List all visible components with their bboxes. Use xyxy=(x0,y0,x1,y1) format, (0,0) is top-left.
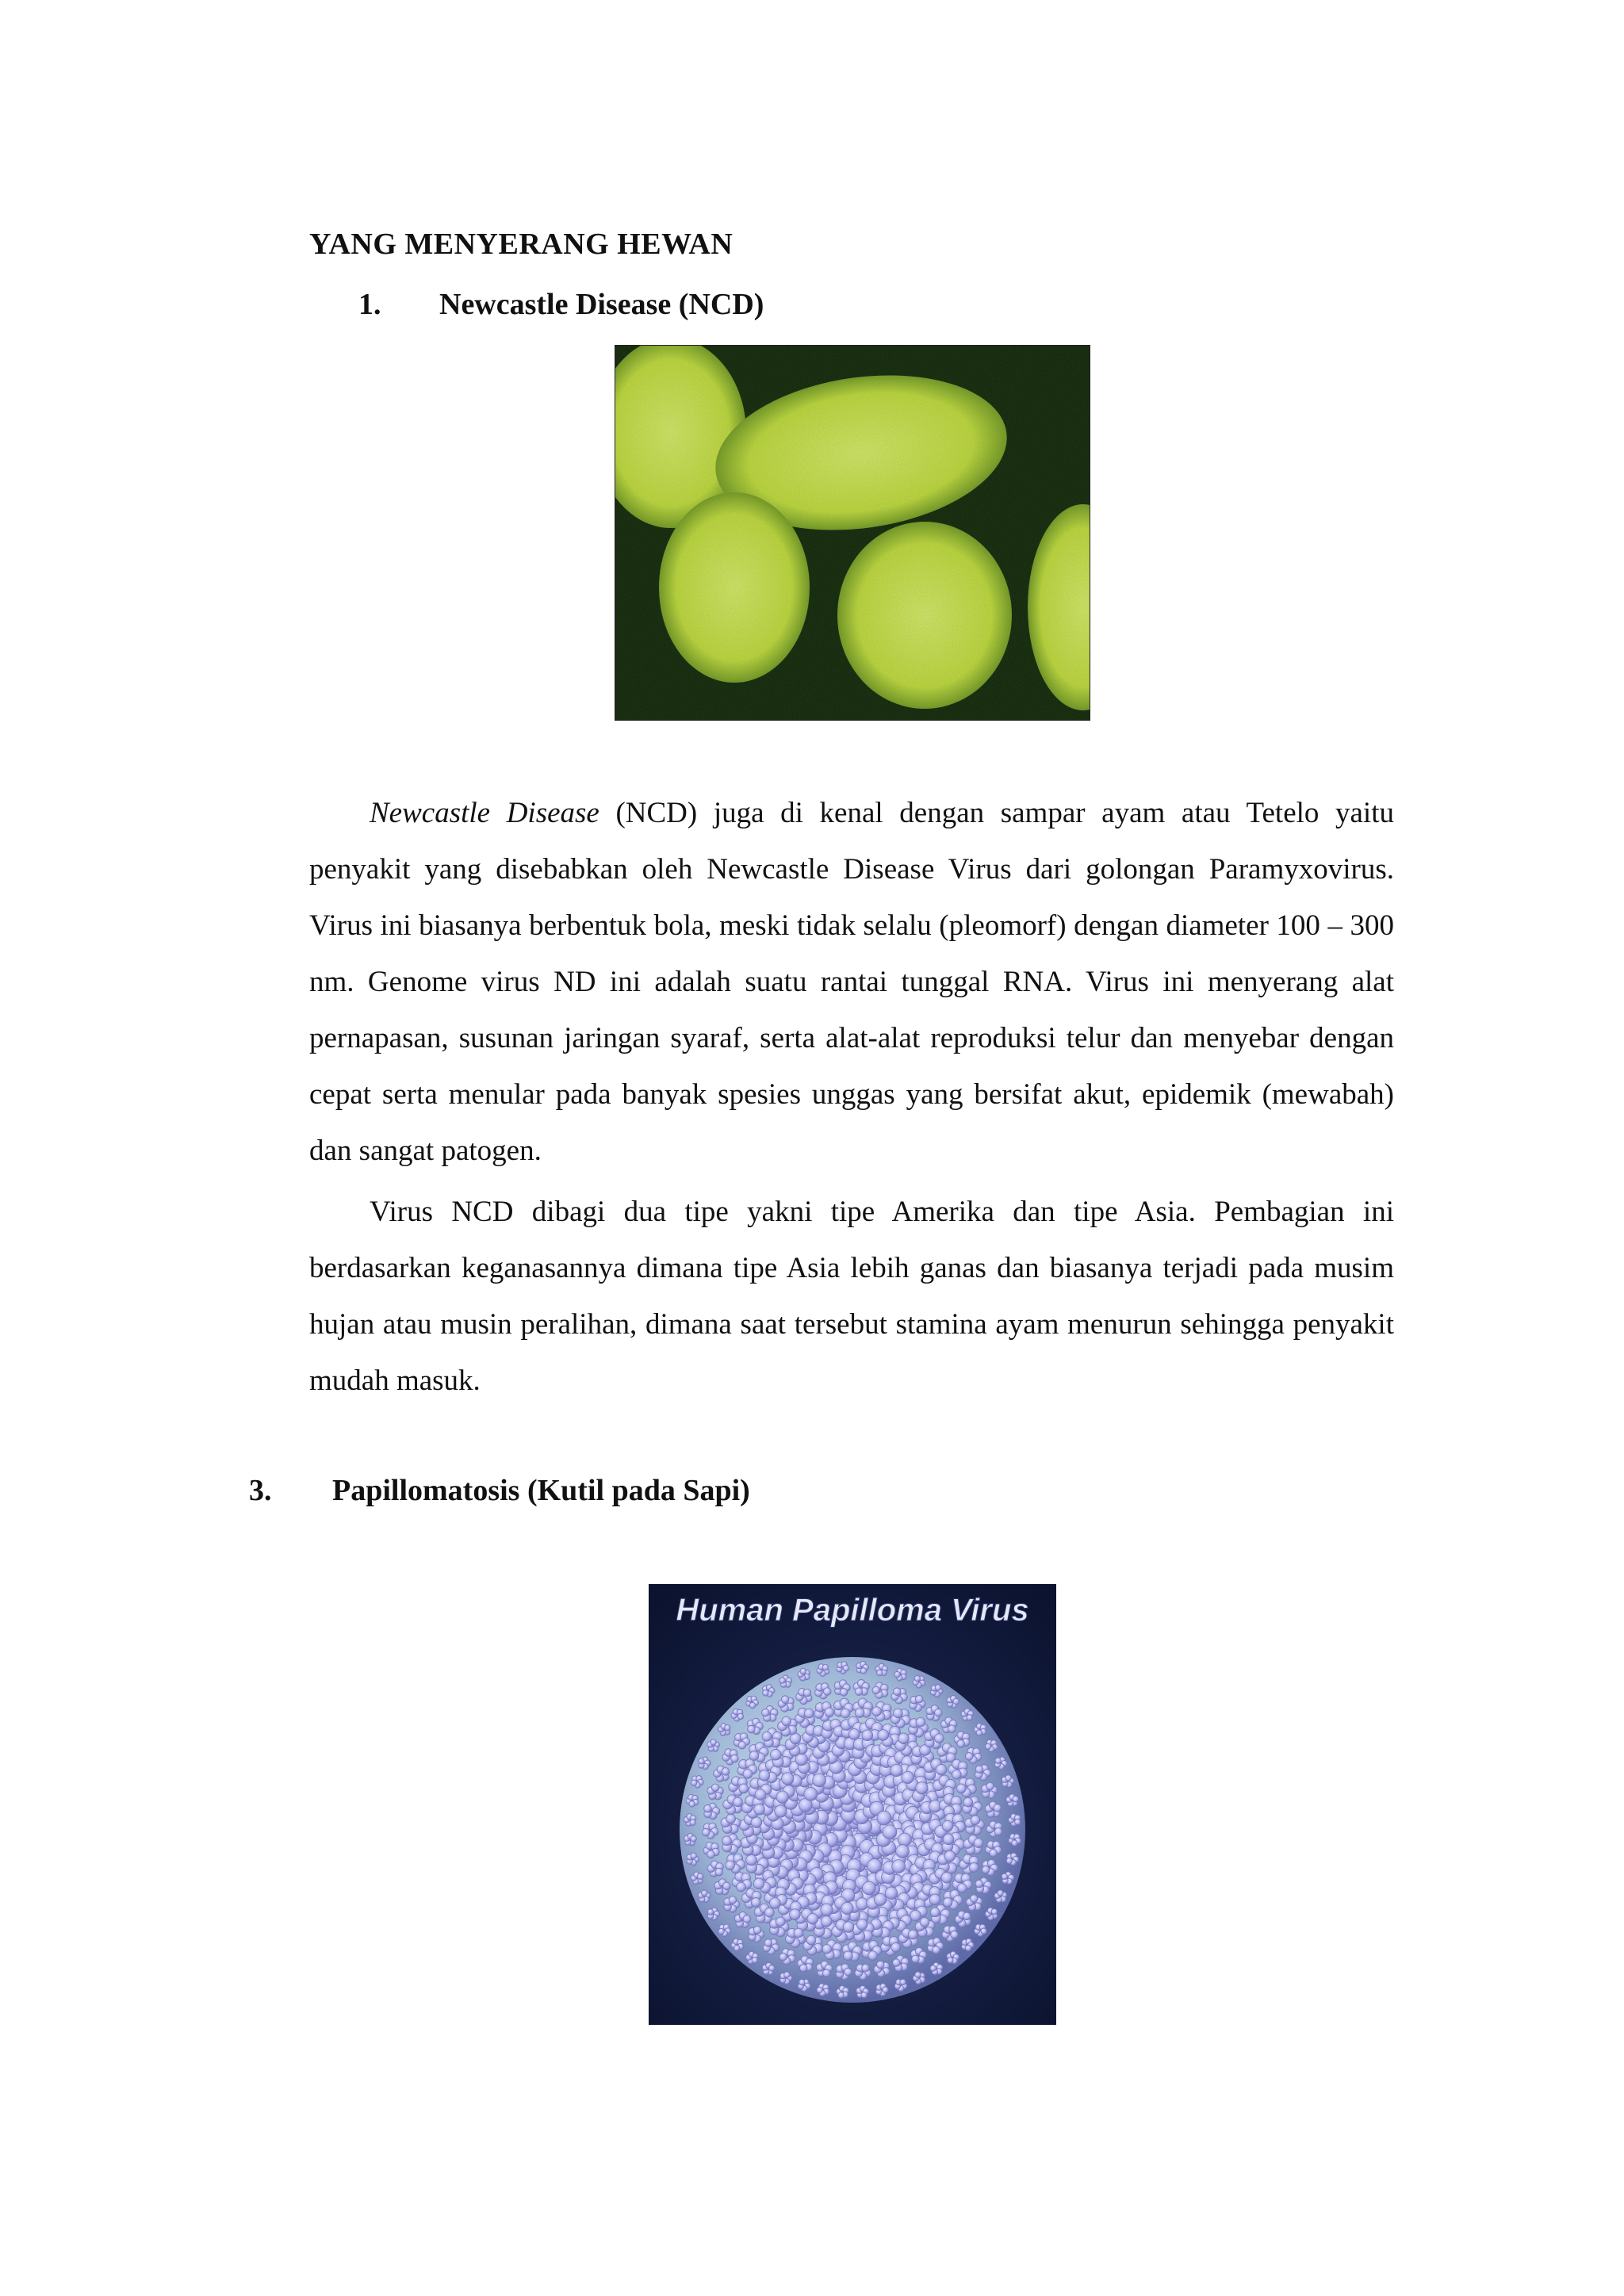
hpv-model-svg xyxy=(649,1584,1056,2025)
item-1-number: 1. xyxy=(358,288,381,321)
hpv-caption: Human Papilloma Virus xyxy=(676,1593,1029,1628)
ncd-virus-micrograph-image xyxy=(615,346,1090,720)
ncd-micrograph-svg xyxy=(615,346,1090,720)
hpv-virus-model-image xyxy=(649,1584,1056,2025)
item-3-title: Papillomatosis (Kutil pada Sapi) xyxy=(332,1474,750,1507)
item-3-heading xyxy=(249,1473,750,1508)
ncd-paragraph-1 xyxy=(309,785,1394,1179)
item-1-title: Newcastle Disease (NCD) xyxy=(439,288,764,321)
ncd-italic-term: Newcastle Disease xyxy=(370,797,599,829)
item-1-heading xyxy=(358,287,764,322)
section-heading: YANG MENYERANG HEWAN xyxy=(309,228,733,261)
ncd-paragraph-2-text: Virus NCD dibagi dua tipe yakni tipe Amerika dan tipe Asia. Pembagian ini berdasarkan keganasannya dimana tipe Asia lebih ganas dan biasanya terjadi pada musim hujan atau musin peralihan, dimana saat tersebut stamina ayam menurun sehingga penyakit mudah masuk. xyxy=(309,1196,1394,1397)
ncd-paragraph-1-text: (NCD) juga di kenal dengan sampar ayam atau Tetelo yaitu penyakit yang disebabkan oleh Newcastle Disease Virus dari golongan Paramyxovirus. Virus ini biasanya berbentuk bola, meski tidak selalu (pleomorf) dengan diameter 100 – 300 nm. Genome virus ND ini adalah suatu rantai tunggal RNA. Virus ini menyerang alat pernapasan, susunan jaringan syaraf, serta alat-alat reproduksi telur dan menyebar dengan cepat serta menular pada banyak spesies unggas yang bersifat akut, epidemik (mewabah) dan sangat patogen. xyxy=(309,797,1394,1167)
item-3-number: 3. xyxy=(249,1474,272,1507)
ncd-paragraph-2 xyxy=(309,1184,1394,1409)
